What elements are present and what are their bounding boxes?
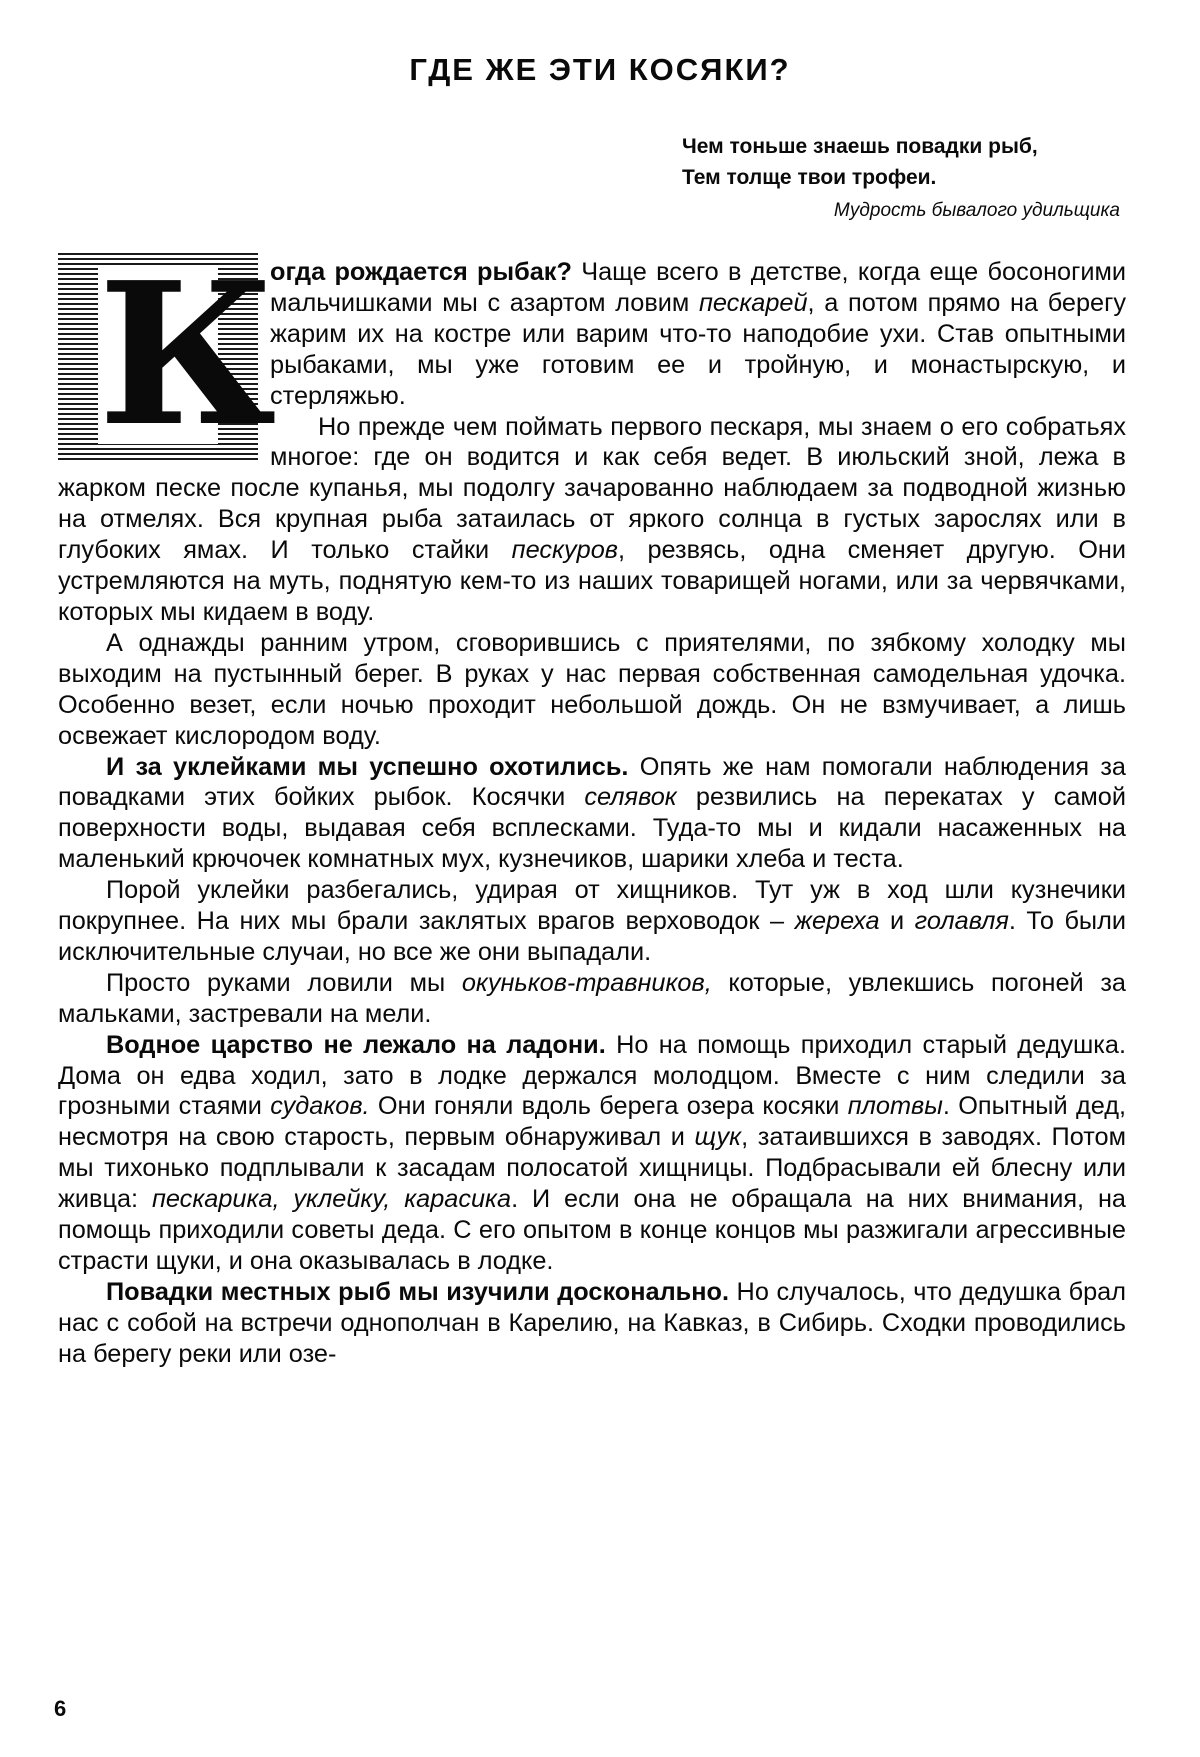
- italic-term: пескуров: [511, 536, 618, 565]
- epigraph: [682, 131, 1122, 226]
- paragraph-text: Но прежде чем поймать первого пескаря, мы знаем о его собратьях многое: где он водится и как себя ведет. В июльский зной, лежа в жарком песке после купанья, мы подолгу зачарованно наблюдаем за подводной жизнью на отмелях. Вся крупная рыба затаилась от яркого солнца в густых зарослях или в глубоких ямах. И только стайки: [58, 412, 1126, 565]
- paragraph: [58, 240, 1127, 470]
- chapter-title: ГДЕ ЖЕ ЭТИ КОСЯКИ?: [409, 52, 791, 87]
- paragraph-lead: огда рождается рыбак?: [270, 258, 572, 286]
- paragraph-text: , резвясь, одна сменяет другую. Они устремляются на муть, поднятую кем-то из наших товарищей ногами, или за червячками, которых мы кидаем в воду.: [58, 536, 1126, 626]
- italic-term: пескарика, уклейку, карасика: [151, 1185, 512, 1214]
- italic-term: судаков.: [270, 1092, 370, 1121]
- paragraph-lead: Водное царство не лежало на ладони.: [106, 1030, 606, 1059]
- paragraph-text: , а потом прямо на берегу жарим их на костре или варим что-то наподобие ухи. Став опытными рыбаками, мы уже готовим ее и тройную, и монастырскую, и стерляжью.: [270, 288, 1126, 410]
- paragraph-lead: Повадки местных рыб мы изучили досконально.: [106, 1277, 729, 1306]
- paragraph-text: Но случалось, что дедушка брал нас с собой на встречи однополчан в Карелию, на Кавказ, в Сибирь. Сходки проводились на берегу реки или озе-: [58, 1277, 1126, 1368]
- paragraph-text: которые, увлекшись погоней за мальками, застревали на мели.: [58, 968, 1127, 1028]
- paragraph-text: Но на помощь приходил старый дедушка. Дома он едва ходил, зато в лодке держался молодцом. Вместе с ним следили за грозными стаями: [58, 1030, 1127, 1121]
- italic-term: окуньков-травников,: [461, 968, 712, 997]
- paragraph: [58, 1277, 1126, 1370]
- paragraph-text: А однажды ранним утром, сговорившись с приятелями, по зябкому холодку мы выходим на пустынный берег. В руках у нас первая собственная самодельная удочка. Особенно везет, если ночью проходит небольшой дождь. Он не взмучивает, а лишь освежает кислородом воду.: [58, 628, 1126, 750]
- dropcap-letter: К: [98, 240, 277, 470]
- epigraph-source: Мудрость бывалого удильщика: [833, 200, 1120, 221]
- paragraph-text: Просто руками ловили мы: [106, 968, 462, 997]
- paragraph: [58, 1030, 1126, 1277]
- epigraph-line: Чем тоньше знаешь повадки рыб,: [682, 135, 1038, 158]
- page-number: 6: [54, 1696, 67, 1721]
- dropcap: [58, 240, 277, 470]
- paragraph-text: и: [879, 907, 915, 936]
- paragraph-text: Порой уклейки разбегались, удирая от хищников. Тут уж в ход шли кузнечики покрупнее. На них мы брали заклятых врагов верховодок –: [58, 876, 1126, 936]
- paragraph-text: . И если она не обращала на них внимания, на помощь приходили советы деда. С его опытом в конце концов мы разжигали агрессивные страсти щуки, и она оказывалась в лодке.: [58, 1185, 1126, 1275]
- paragraph-text: резвились на перекатах у самой поверхности воды, выдавая себя всплесками. Туда-то мы и кидали насаженных на маленький крючочек комнатных мух, кузнечиков, шарики хлеба и теста.: [58, 783, 1127, 874]
- paragraph-text: Опять же нам помогали наблюдения за повадками этих бойких рыбок. Косячки: [58, 752, 1127, 812]
- body-text: [58, 240, 1127, 1370]
- italic-term: голавля: [914, 907, 1009, 936]
- paragraph: [58, 968, 1126, 1030]
- italic-term: селявок: [584, 783, 677, 812]
- paragraph-text: Чаще всего в детстве, когда еще босоногими мальчишками мы с азартом ловим: [270, 258, 1127, 317]
- italic-term: пескарей: [698, 288, 808, 317]
- paragraph-text: Они гоняли вдоль берега озера косяки: [369, 1092, 848, 1121]
- epigraph-line: Тем толще твои трофеи.: [682, 166, 937, 189]
- paragraph-text: . Опытный дед, несмотря на свою старость, первым обнаруживал и: [58, 1092, 1127, 1152]
- paragraph: [58, 628, 1126, 752]
- italic-term: плотвы: [847, 1092, 943, 1121]
- italic-term: щук: [694, 1123, 742, 1152]
- paragraph: [58, 752, 1126, 876]
- paragraph: [58, 875, 1126, 968]
- italic-term: жереха: [794, 907, 880, 936]
- paragraph-text: . То были исключительные случаи, но все же они выпадали.: [58, 907, 1127, 966]
- paragraph-text: , затаившихся в заводях. Потом мы тихонько подплывали к засадам полосатой хищницы. Подбрасывали ей блесну или живца:: [58, 1123, 1126, 1214]
- paragraph-lead: И за уклейками мы успешно охотились.: [106, 752, 629, 781]
